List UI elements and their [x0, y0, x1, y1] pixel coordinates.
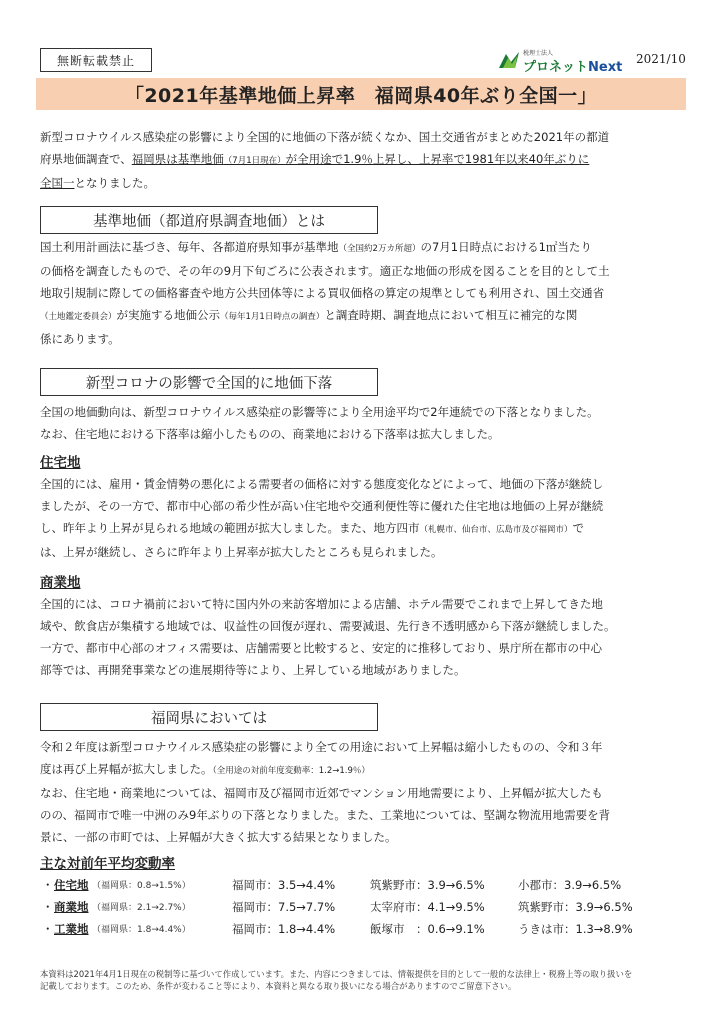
intro-line: 新型コロナウイルス感染症の影響により全国的に地価の下落が続くなか、国土交通省がまとめた2021年の都道	[40, 130, 610, 144]
section-heading-kijun-chika: 基準地価（都道府県調査地価）とは	[40, 206, 378, 234]
stats-heading: 主な対前年平均変動率	[40, 856, 175, 872]
page-title: 「2021年基準地価上昇率 福岡県40年ぶり全国一」	[36, 78, 686, 110]
stats-category: 工業地	[54, 922, 89, 936]
stats-city-1: 福岡市：7.5→7.7%	[232, 900, 336, 914]
section1-paragraph: 国土利用計画法に基づき、毎年、各都道府県知事が基準地（全国約2万カ所超）の7月1日時点における1㎡当たり の価格を調査したもので、その年の9月下旬ごろに公表されます。適正な地価の形成を図ることを目的として土 地取引規制に際しての価格審査や地方公共団体等による買収価格の算定の規準としても利用され、国土交通省 （土地鑑定委員会）が実施する地価公示（毎年1月1日時点の調査）と調査時期、調査地点において相互に補完的な関 係にあります。	[40, 240, 610, 346]
logo-mark-icon	[497, 48, 521, 72]
section-heading-corona: 新型コロナの影響で全国的に地価下落	[40, 368, 378, 396]
intro-paragraph	[40, 126, 686, 194]
stats-row	[40, 918, 686, 940]
no-reprint-notice: 無断転載禁止	[40, 48, 152, 72]
logo-subtitle: 税理士法人	[523, 50, 554, 57]
disclaimer-footer: 本資料は2021年4月1日現在の税制等に基づいて作成しています。また、内容につきましては、情報提供を目的として一般的な法律上・税務上等の取り扱いを 記載しております。このため、条件が変わること等により、本資料と異なる取り扱いになる場合がありますのでご留意下さい。	[40, 969, 633, 991]
section2-paragraph: 全国の地価動向は、新型コロナウイルス感染症の影響等により全用途平均で2年連続での下落となりました。 なお、住宅地における下落率は縮小したものの、商業地における下落率は拡大しました。	[40, 405, 599, 441]
stats-city-3: 小郡市：3.9→6.5%	[518, 878, 622, 892]
stats-row	[40, 896, 686, 918]
stats-category: 住宅地	[54, 878, 89, 892]
logo-text: プロネットNext	[523, 60, 623, 75]
stats-pref-rate: （福岡県：0.8→1.5%）	[92, 881, 191, 891]
stats-table	[40, 874, 686, 940]
stats-city-2: 太宰府市：4.1→9.5%	[370, 900, 485, 914]
section3-paragraph: 令和２年度は新型コロナウイルス感染症の影響により全ての用途において上昇幅は縮小したものの、令和３年 度は再び上昇幅が拡大しました。（全用途の対前年度変動率：1.2→1.9％） なお、住宅地・商業地については、福岡市及び福岡市近郊でマンション用地需要により、上昇幅が拡大したも のの、福岡市で唯一中洲のみ9年ぶりの下落となりました。また、工業地については、堅調な物流用地需要を背 景に、一部の市町では、上昇幅が大きく拡大する結果となりました。	[40, 740, 611, 844]
stats-pref-rate: （福岡県：1.8→4.4%）	[92, 925, 191, 935]
stats-city-3: 筑紫野市：3.9→6.5%	[518, 900, 633, 914]
residential-paragraph: 全国的には、雇用・賃金情勢の悪化による需要者の価格に対する態度変化などによって、地価の下落が継続し ましたが、その一方で、都市中心部の希少性が高い住宅地や交通利便性等に優れた住宅地は地価の上昇が継続 し、昨年より上昇が見られる地域の範囲が拡大しました。また、地方四市（札幌市、仙台市、広島市及び福岡市）で は、上昇が継続し、さらに昨年より上昇率が拡大したところも見られました。	[40, 477, 604, 559]
stats-city-2: 筑紫野市：3.9→6.5%	[370, 878, 485, 892]
issue-date: 2021/10	[636, 52, 686, 66]
intro-line: 府県地価調査で、福岡県は基準地価（7月1日現在）が全用途で1.9％上昇し、上昇率で1981年以来40年ぶりに	[40, 152, 590, 166]
company-logo	[497, 46, 627, 74]
stats-city-2: 飯塚市 ：0.6→9.1%	[370, 922, 485, 936]
stats-row	[40, 874, 686, 896]
stats-category: 商業地	[54, 900, 89, 914]
stats-pref-rate: （福岡県：2.1→2.7%）	[92, 903, 191, 913]
commercial-paragraph: 全国的には、コロナ禍前において特に国内外の来訪客増加による店舗、ホテル需要でこれまで上昇してきた地 域や、飲食店が集積する地域では、収益性の回復が遅れ、需要減退、先行き不透明感から下落が継続しました。 一方で、都市中心部のオフィス需要は、店舗需要と比較すると、安定的に推移しており、県庁所在都市の中心 部等では、再開発事業などの進展期待等により、上昇している地域がありました。	[40, 597, 616, 677]
stats-city-1: 福岡市：3.5→4.4%	[232, 878, 336, 892]
bullet: ・	[42, 878, 54, 892]
bullet: ・	[42, 900, 54, 914]
commercial-heading: 商業地	[40, 575, 81, 591]
stats-city-1: 福岡市：1.8→4.4%	[232, 922, 336, 936]
bullet: ・	[42, 922, 54, 936]
residential-heading: 住宅地	[40, 455, 81, 471]
intro-line: 全国一となりました。	[40, 176, 155, 190]
stats-city-3: うきは市：1.3→8.9%	[518, 922, 633, 936]
section-heading-fukuoka: 福岡県においては	[40, 703, 378, 731]
